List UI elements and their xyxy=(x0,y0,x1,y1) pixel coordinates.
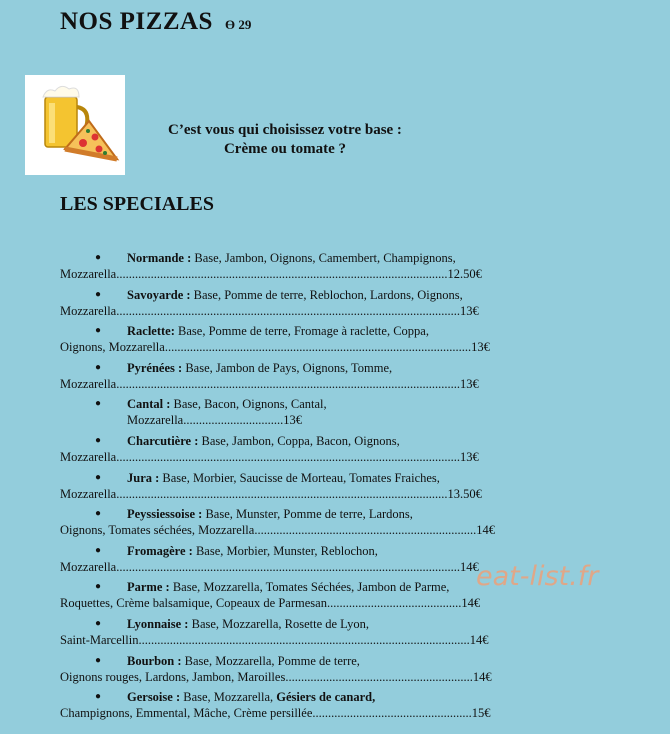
page-title: NOS PIZZAS xyxy=(60,8,213,35)
pizza-ingredients: Base, Pomme de terre, Fromage à raclette, Coppa, xyxy=(174,324,429,339)
pizza-name: Bourbon : xyxy=(127,653,182,668)
list-item xyxy=(60,360,540,397)
pizza-price-line: Mozzarella..........................................................................................................12.50€ xyxy=(60,267,482,281)
pizza-price-line: Saint-Marcellin..........................................................................................................14€ xyxy=(60,632,489,647)
pizza-price-line: Mozzarella..............................................................................................................13€ xyxy=(60,449,479,464)
pizza-price-line: Mozzarella................................13€ xyxy=(127,413,302,428)
pizza-ingredients: Base, Mozzarella, Rosette de Lyon, xyxy=(188,616,369,631)
pizza-ingredients: Base, Jambon, Oignons, Camembert, Champignons, xyxy=(191,251,456,265)
pizza-ingredients: Base, Jambon, Coppa, Bacon, Oignons, xyxy=(198,433,400,448)
base-question xyxy=(140,121,430,159)
pizza-name: Peyssiessoise : xyxy=(127,507,203,522)
bullet-icon: ● xyxy=(95,361,102,373)
question-line-1: C’est vous qui choisissez votre base : xyxy=(168,122,402,138)
question-line-2: Crème ou tomate ? xyxy=(223,141,347,157)
list-item xyxy=(60,579,540,616)
pizza-price-line: Mozzarella..............................................................................................................13€ xyxy=(60,303,479,318)
pizza-list xyxy=(60,250,540,726)
pizza-highlight: Gésiers de canard, xyxy=(276,690,376,705)
title-extra: Ө 29 xyxy=(224,17,252,32)
bullet-icon: ● xyxy=(95,325,102,337)
pizza-ingredients: Base, Mozzarella, Pomme de terre, xyxy=(181,653,360,668)
list-item xyxy=(60,470,540,507)
list-item xyxy=(60,616,540,653)
bullet-icon: ● xyxy=(95,252,102,263)
pizza-ingredients: Base, Pomme de terre, Reblochon, Lardons, Oignons, xyxy=(190,287,463,302)
pizza-name: Charcutière : xyxy=(127,433,199,448)
bullet-icon: ● xyxy=(95,288,102,300)
pizza-ingredients: Base, Mozzarella, Tomates Séchées, Jambon de Parme, xyxy=(169,580,450,595)
bullet-icon: ● xyxy=(95,508,102,520)
pizza-ingredients: Base, Bacon, Oignons, Cantal, xyxy=(170,397,327,412)
watermark: eat-list.fr xyxy=(476,561,599,592)
pizza-price-line: Mozzarella..........................................................................................................13.50€ xyxy=(60,486,482,501)
list-item xyxy=(60,506,540,543)
section-title: LES SPECIALES xyxy=(60,193,214,215)
bullet-icon: ● xyxy=(95,617,102,629)
beer-and-pizza-icon xyxy=(25,75,125,175)
pizza-name: Savoyarde : xyxy=(127,287,191,302)
pizza-price-line: Oignons, Mozzarella..................................................................................................13€ xyxy=(60,340,490,355)
bullet-icon: ● xyxy=(95,691,102,703)
pizza-ingredients: Base, Jambon de Pays, Oignons, Tomme, xyxy=(182,360,393,375)
pizza-name: Normande : xyxy=(127,251,192,265)
pizza-price-line: Mozzarella..............................................................................................................14€ xyxy=(60,559,479,574)
pizza-ingredients: Base, Mozzarella, xyxy=(180,690,277,705)
bullet-icon: ● xyxy=(95,471,102,483)
list-item xyxy=(60,396,540,433)
bullet-icon: ● xyxy=(95,434,102,446)
bullet-icon: ● xyxy=(95,654,102,666)
list-item xyxy=(60,323,540,360)
pizza-name: Cantal : xyxy=(127,397,171,412)
list-item xyxy=(60,689,540,726)
bullet-icon: ● xyxy=(95,544,102,556)
pizza-name: Raclette: xyxy=(127,324,175,339)
pizza-name: Jura : xyxy=(127,470,160,485)
pizza-name: Fromagère : xyxy=(127,543,193,558)
pizza-ingredients: Base, Morbier, Saucisse de Morteau, Tomates Fraiches, xyxy=(159,470,440,485)
list-item xyxy=(60,287,540,324)
pizza-ingredients: Base, Morbier, Munster, Reblochon, xyxy=(192,543,378,558)
pizza-price-line: Oignons, Tomates séchées, Mozzarella.......................................................................14€ xyxy=(60,523,495,538)
pizza-name: Parme : xyxy=(127,580,170,595)
pizza-price-line: Oignons rouges, Lardons, Jambon, Maroilles............................................................14€ xyxy=(60,669,492,684)
pizza-price-line: Champignons, Emmental, Mâche, Crème persillée...................................................15€ xyxy=(60,706,491,721)
pizza-ingredients: Base, Munster, Pomme de terre, Lardons, xyxy=(202,507,413,522)
list-item xyxy=(60,653,540,690)
bullet-icon: ● xyxy=(95,398,102,410)
bullet-icon: ● xyxy=(95,581,102,593)
pizza-name: Lyonnaise : xyxy=(127,616,189,631)
list-item xyxy=(60,543,540,580)
pizza-name: Gersoise : xyxy=(127,690,181,705)
list-item xyxy=(60,250,540,287)
header xyxy=(60,8,251,36)
pizza-price-line: Roquettes, Crème balsamique, Copeaux de Parmesan...........................................14€ xyxy=(60,596,481,611)
list-item xyxy=(60,433,540,470)
pizza-price-line: Mozzarella..............................................................................................................13€ xyxy=(60,376,479,391)
pizza-name: Pyrénées : xyxy=(127,360,183,375)
